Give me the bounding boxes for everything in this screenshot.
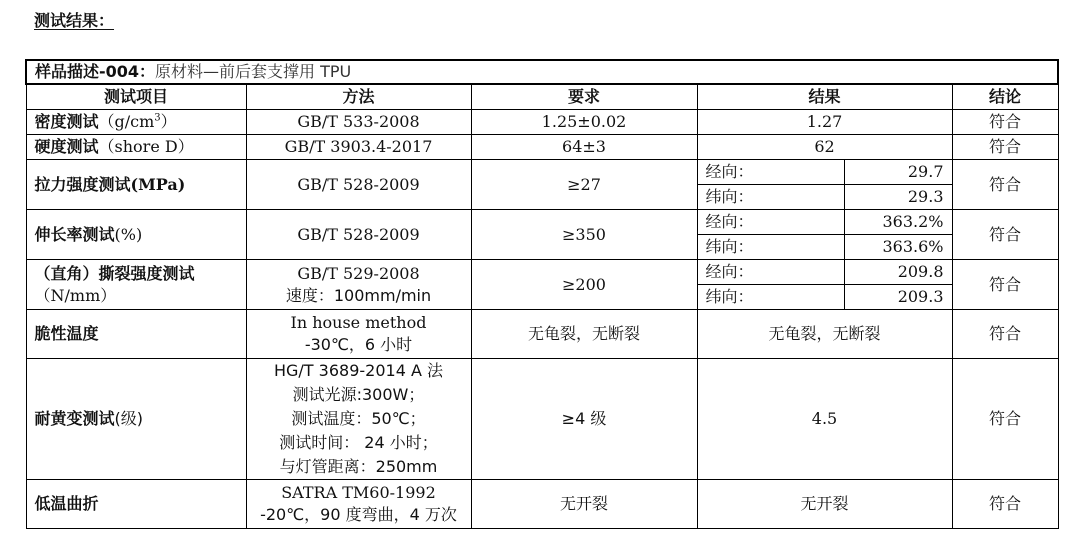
table-row [26,359,1058,480]
method-flex: SATRA TM60-1992 -20℃，90 度弯曲，4 万次 [246,480,471,529]
tear-warp-value: 209.8 [844,260,952,285]
col-header-result: 结果 [697,84,952,110]
conclusion-brittle: 符合 [952,310,1058,359]
method-tensile: GB/T 528-2009 [246,160,471,210]
requirement-elongation: ≥350 [471,210,697,260]
requirement-yellowing: ≥4 级 [471,359,697,480]
conclusion-yellowing: 符合 [952,359,1058,480]
sample-value: 原材料—前后套支撑用 TPU [155,62,352,81]
col-header-conclusion: 结论 [952,84,1058,110]
result-flex: 无开裂 [697,480,952,529]
table-row [26,260,1058,285]
tear-weft-label: 纬向： [697,285,844,310]
result-yellowing: 4.5 [697,359,952,480]
table-row [26,135,1058,160]
test-results-table [25,59,1059,529]
elongation-warp-value: 363.2% [844,210,952,235]
tensile-warp-value: 29.7 [844,160,952,185]
requirement-tensile: ≥27 [471,160,697,210]
elongation-warp-label: 经向： [697,210,844,235]
item-yellowing: 耐黄变测试(级) [26,359,246,480]
item-elongation: 伸长率测试(%) [26,210,246,260]
method-brittle: In house method -30℃，6 小时 [246,310,471,359]
result-density: 1.27 [697,110,952,135]
conclusion-flex: 符合 [952,480,1058,529]
requirement-brittle: 无龟裂，无断裂 [471,310,697,359]
conclusion-hardness: 符合 [952,135,1058,160]
col-header-requirement: 要求 [471,84,697,110]
tensile-warp-label: 经向： [697,160,844,185]
col-header-item: 测试项目 [26,84,246,110]
requirement-flex: 无开裂 [471,480,697,529]
section-heading: 测试结果： [34,11,115,30]
item-density: 密度测试$(g/cm^3)$ [26,110,246,135]
method-tear: GB/T 529-2008 速度：100mm/min [246,260,471,310]
sample-description-row [26,60,1058,84]
conclusion-tear: 符合 [952,260,1058,310]
elongation-weft-value: 363.6% [844,235,952,260]
item-hardness: 硬度测试（shore D） [26,135,246,160]
tear-warp-label: 经向： [697,260,844,285]
requirement-tear: ≥200 [471,260,697,310]
tensile-weft-value: 29.3 [844,185,952,210]
item-tensile: 拉力强度测试(MPa) [26,160,246,210]
tear-weft-value: 209.3 [844,285,952,310]
method-elongation: GB/T 528-2009 [246,210,471,260]
col-header-method: 方法 [246,84,471,110]
table-row [26,480,1058,529]
item-tear: （直角）撕裂强度测试 （N/mm） [26,260,246,310]
tensile-weft-label: 纬向： [697,185,844,210]
method-hardness: GB/T 3903.4-2017 [246,135,471,160]
table-row [26,210,1058,235]
sample-label: 样品描述-004： [35,62,156,81]
item-brittle: 脆性温度 [26,310,246,359]
requirement-hardness: 64±3 [471,135,697,160]
method-yellowing: HG/T 3689-2014 A 法 测试光源:300W； 测试温度：50℃； 测试时间： 24 小时； 与灯管距离：250mm [246,359,471,480]
conclusion-tensile: 符合 [952,160,1058,210]
conclusion-density: 符合 [952,110,1058,135]
table-row [26,160,1058,185]
elongation-weft-label: 纬向： [697,235,844,260]
table-header-row [26,84,1058,110]
method-density: GB/T 533-2008 [246,110,471,135]
requirement-density: 1.25±0.02 [471,110,697,135]
item-flex: 低温曲折 [26,480,246,529]
table-row [26,110,1058,135]
result-brittle: 无龟裂，无断裂 [697,310,952,359]
conclusion-elongation: 符合 [952,210,1058,260]
table-row [26,310,1058,359]
result-hardness: 62 [697,135,952,160]
